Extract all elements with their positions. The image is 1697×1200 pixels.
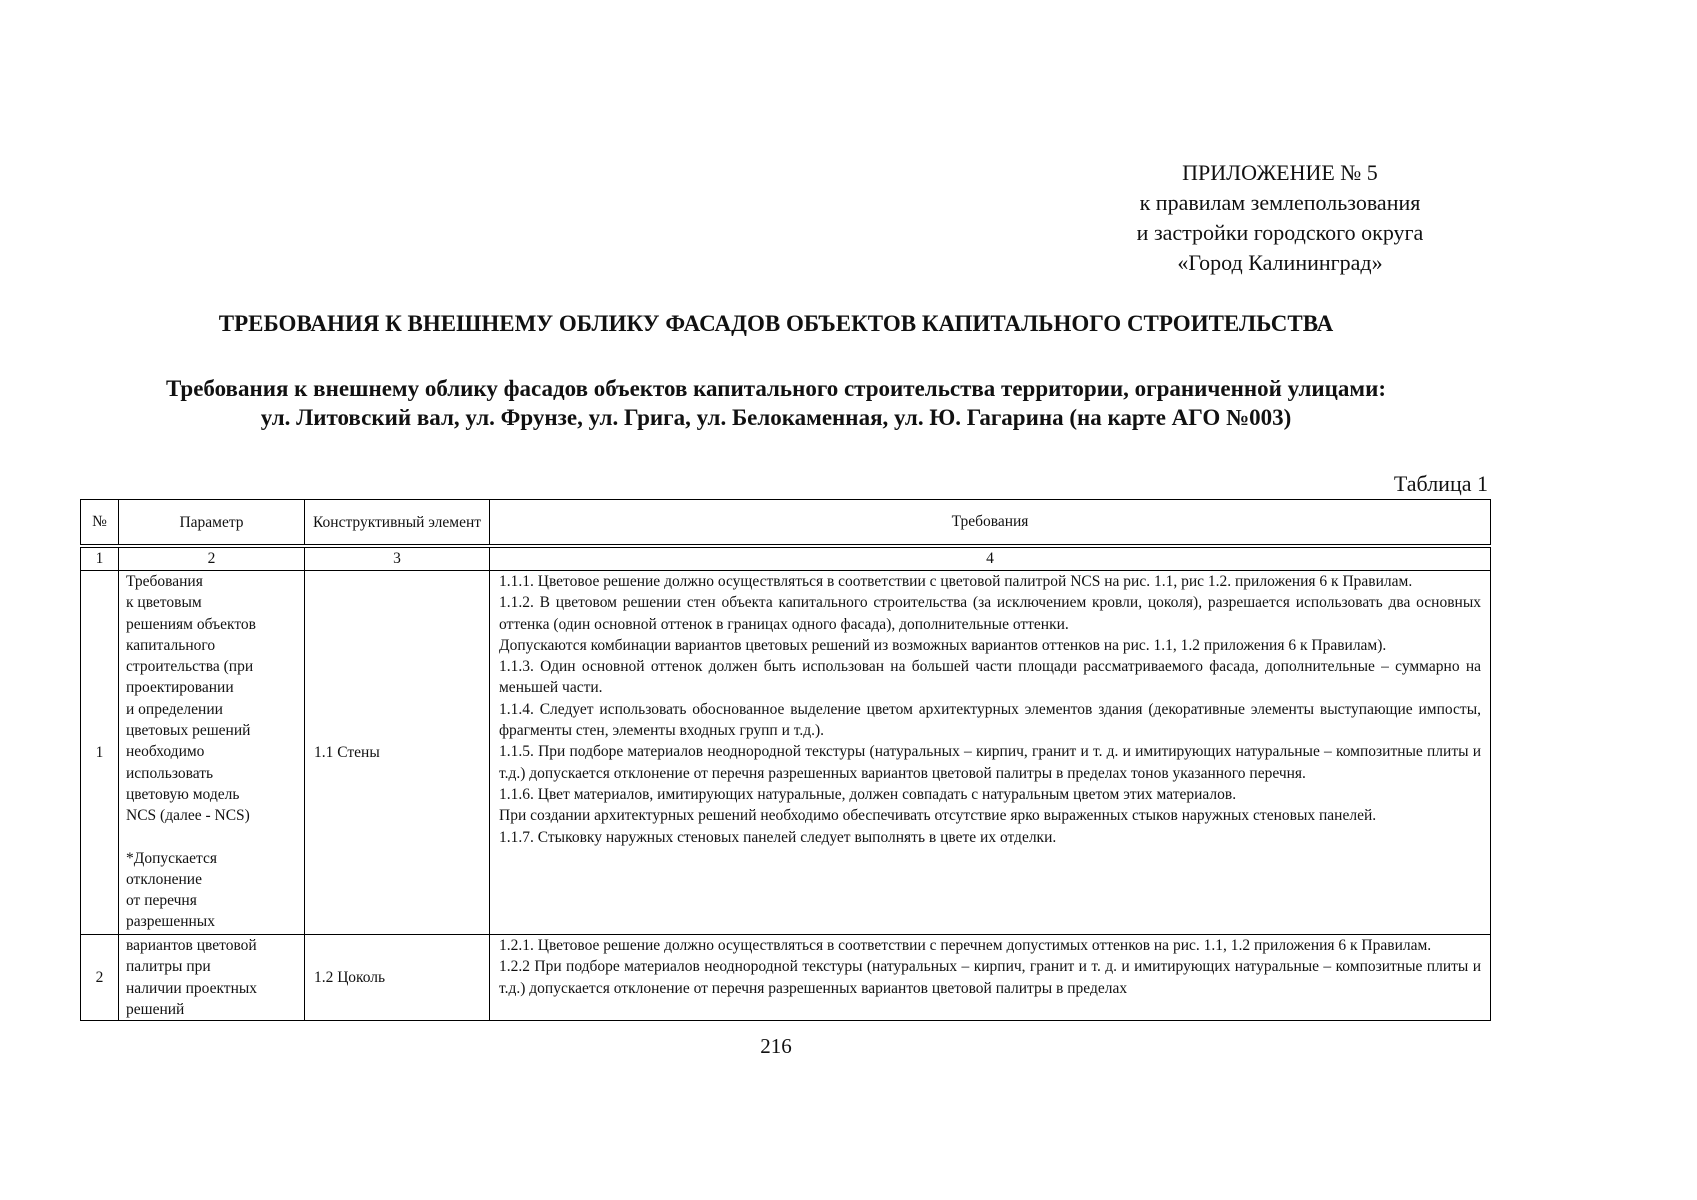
param-line: цветовых решений [126, 722, 251, 740]
table-label: Таблица 1 [1393, 471, 1488, 496]
appendix-line: к правилам землепользования [1139, 190, 1421, 215]
requirement-item: 1.1.1. Цветовое решение должно осуществляться в соответствии с цветовой палитрой NCS на рис. 1.1, рис 1.2. приложения 6 к Правилам. [499, 573, 1413, 590]
column-index: 4 [490, 548, 1491, 571]
param-spacer [126, 827, 300, 848]
param-note-line: палитры при [126, 958, 211, 976]
param-line: использовать [126, 764, 214, 782]
table-header-row [81, 500, 1491, 545]
requirement-item: 1.1.6. Цвет материалов, имитирующих натуральные, должен совпадать с натуральным цветом этих материалов. [499, 785, 1237, 803]
param-note-line: разрешенных [126, 913, 215, 931]
param-note-line: *Допускается [126, 849, 218, 867]
document-title: ТРЕБОВАНИЯ К ВНЕШНЕМУ ОБЛИКУ ФАСАДОВ ОБЪЕКТОВ КАПИТАЛЬНОГО СТРОИТЕЛЬСТВА [218, 311, 1334, 336]
page-number: 216 [760, 1034, 792, 1058]
requirements-table [80, 499, 1491, 1021]
param-line: цветовую модель [126, 785, 240, 803]
param-line: и определении [126, 700, 223, 718]
column-index-row [81, 548, 1491, 571]
requirement-item: 1.1.5. При подборе материалов неоднородной текстуры (натуральных – кирпич, гранит и т. д. и имитирующих натуральные – композитные плиты и т.д.) допускается отклонение от перечня разрешенных вариантов цветовой палитры в пределах тонов указанного перечня. [499, 743, 1481, 782]
param-line: к цветовым [126, 594, 202, 612]
requirements-cell [490, 571, 1491, 935]
document-subtitle [0, 374, 1552, 432]
requirement-item: 1.1.7. Стыковку наружных стеновых панелей следует выполнять в цвете их отделки. [499, 828, 1057, 846]
subtitle-line: ул. Литовский вал, ул. Фрунзе, ул. Грига, ул. Белокаменная, ул. Ю. Гагарина (на карте АГО №003) [260, 405, 1292, 430]
param-line: NCS (далее - NCS) [126, 807, 250, 825]
param-line: необходимо [126, 743, 205, 761]
param-line: Требования [126, 573, 203, 590]
column-index: 2 [119, 548, 305, 571]
header-element: Конструктивный элемент [305, 500, 490, 545]
appendix-header [1060, 158, 1500, 278]
header-requirements: Требования [490, 500, 1491, 545]
appendix-line: и застройки городского округа [1136, 220, 1424, 245]
column-index: 3 [305, 548, 490, 571]
subtitle-line: Требования к внешнему облику фасадов объектов капитального строительства территории, ограниченной улицами: [165, 376, 1387, 401]
requirement-item: 1.1.4. Следует использовать обоснованное выделение цветом архитектурных элементов здания (декоративные элементы выступающие импосты, фрагменты стен, элементы входных групп и т.д.). [499, 700, 1481, 740]
param-line: проектировании [126, 679, 234, 697]
header-param: Параметр [119, 500, 305, 545]
row-number: 1 [81, 571, 119, 935]
param-line: решениям объектов [126, 615, 256, 633]
appendix-line: «Город Калининград» [1177, 250, 1383, 275]
row-number: 2 [81, 935, 119, 1021]
param-note-line: наличии проектных [126, 979, 258, 997]
requirement-item: 1.1.3. Один основной оттенок должен быть использован на большей части площади рассматриваемого фасада, дополнительные – суммарно на меньшей части. [499, 658, 1481, 697]
element-cell: 1.2 Цоколь [305, 935, 490, 1021]
header-num: № [81, 500, 119, 545]
requirement-item: 1.2.2 При подборе материалов неоднородной текстуры (натуральных – кирпич, гранит и т. д. и имитирующих натуральные – композитные плиты и т.д.) допускается отклонение от перечня разрешенных вариантов цветовой палитры в пределах [499, 958, 1481, 997]
requirements-cell [490, 935, 1491, 1021]
table-row [81, 935, 1491, 1021]
param-note-line: от перечня [126, 892, 197, 910]
param-note-line: вариантов цветовой [126, 937, 257, 954]
parameter-cell [119, 935, 305, 1021]
element-cell: 1.1 Стены [305, 571, 490, 935]
requirement-item: 1.1.2. В цветовом решении стен объекта капитального строительства (за исключением кровли, цоколя), разрешается использовать два основных оттенка (один основной оттенок в границах одного фасада), дополнительные оттенки. [499, 594, 1481, 633]
param-note-line: решений [126, 1000, 185, 1018]
column-index: 1 [81, 548, 119, 571]
param-line: строительства (при [126, 658, 254, 676]
table-row [81, 571, 1491, 935]
requirement-item: При создании архитектурных решений необходимо обеспечивать отсутствие ярко выраженных стыков наружных стеновых панелей. [499, 807, 1377, 825]
requirement-item: 1.2.1. Цветовое решение должно осуществляться в соответствии с перечнем допустимых оттенков на рис. 1.1, 1.2 приложения 6 к Правилам. [499, 937, 1432, 954]
param-line: капитального [126, 636, 216, 654]
parameter-cell [119, 571, 305, 935]
param-note-line: отклонение [126, 870, 202, 888]
requirement-item: Допускаются комбинации вариантов цветовых решений из возможных вариантов оттенков на рис. 1.1, 1.2 приложения 6 к Правилам). [499, 636, 1387, 654]
appendix-title: ПРИЛОЖЕНИЕ № 5 [1182, 160, 1378, 185]
